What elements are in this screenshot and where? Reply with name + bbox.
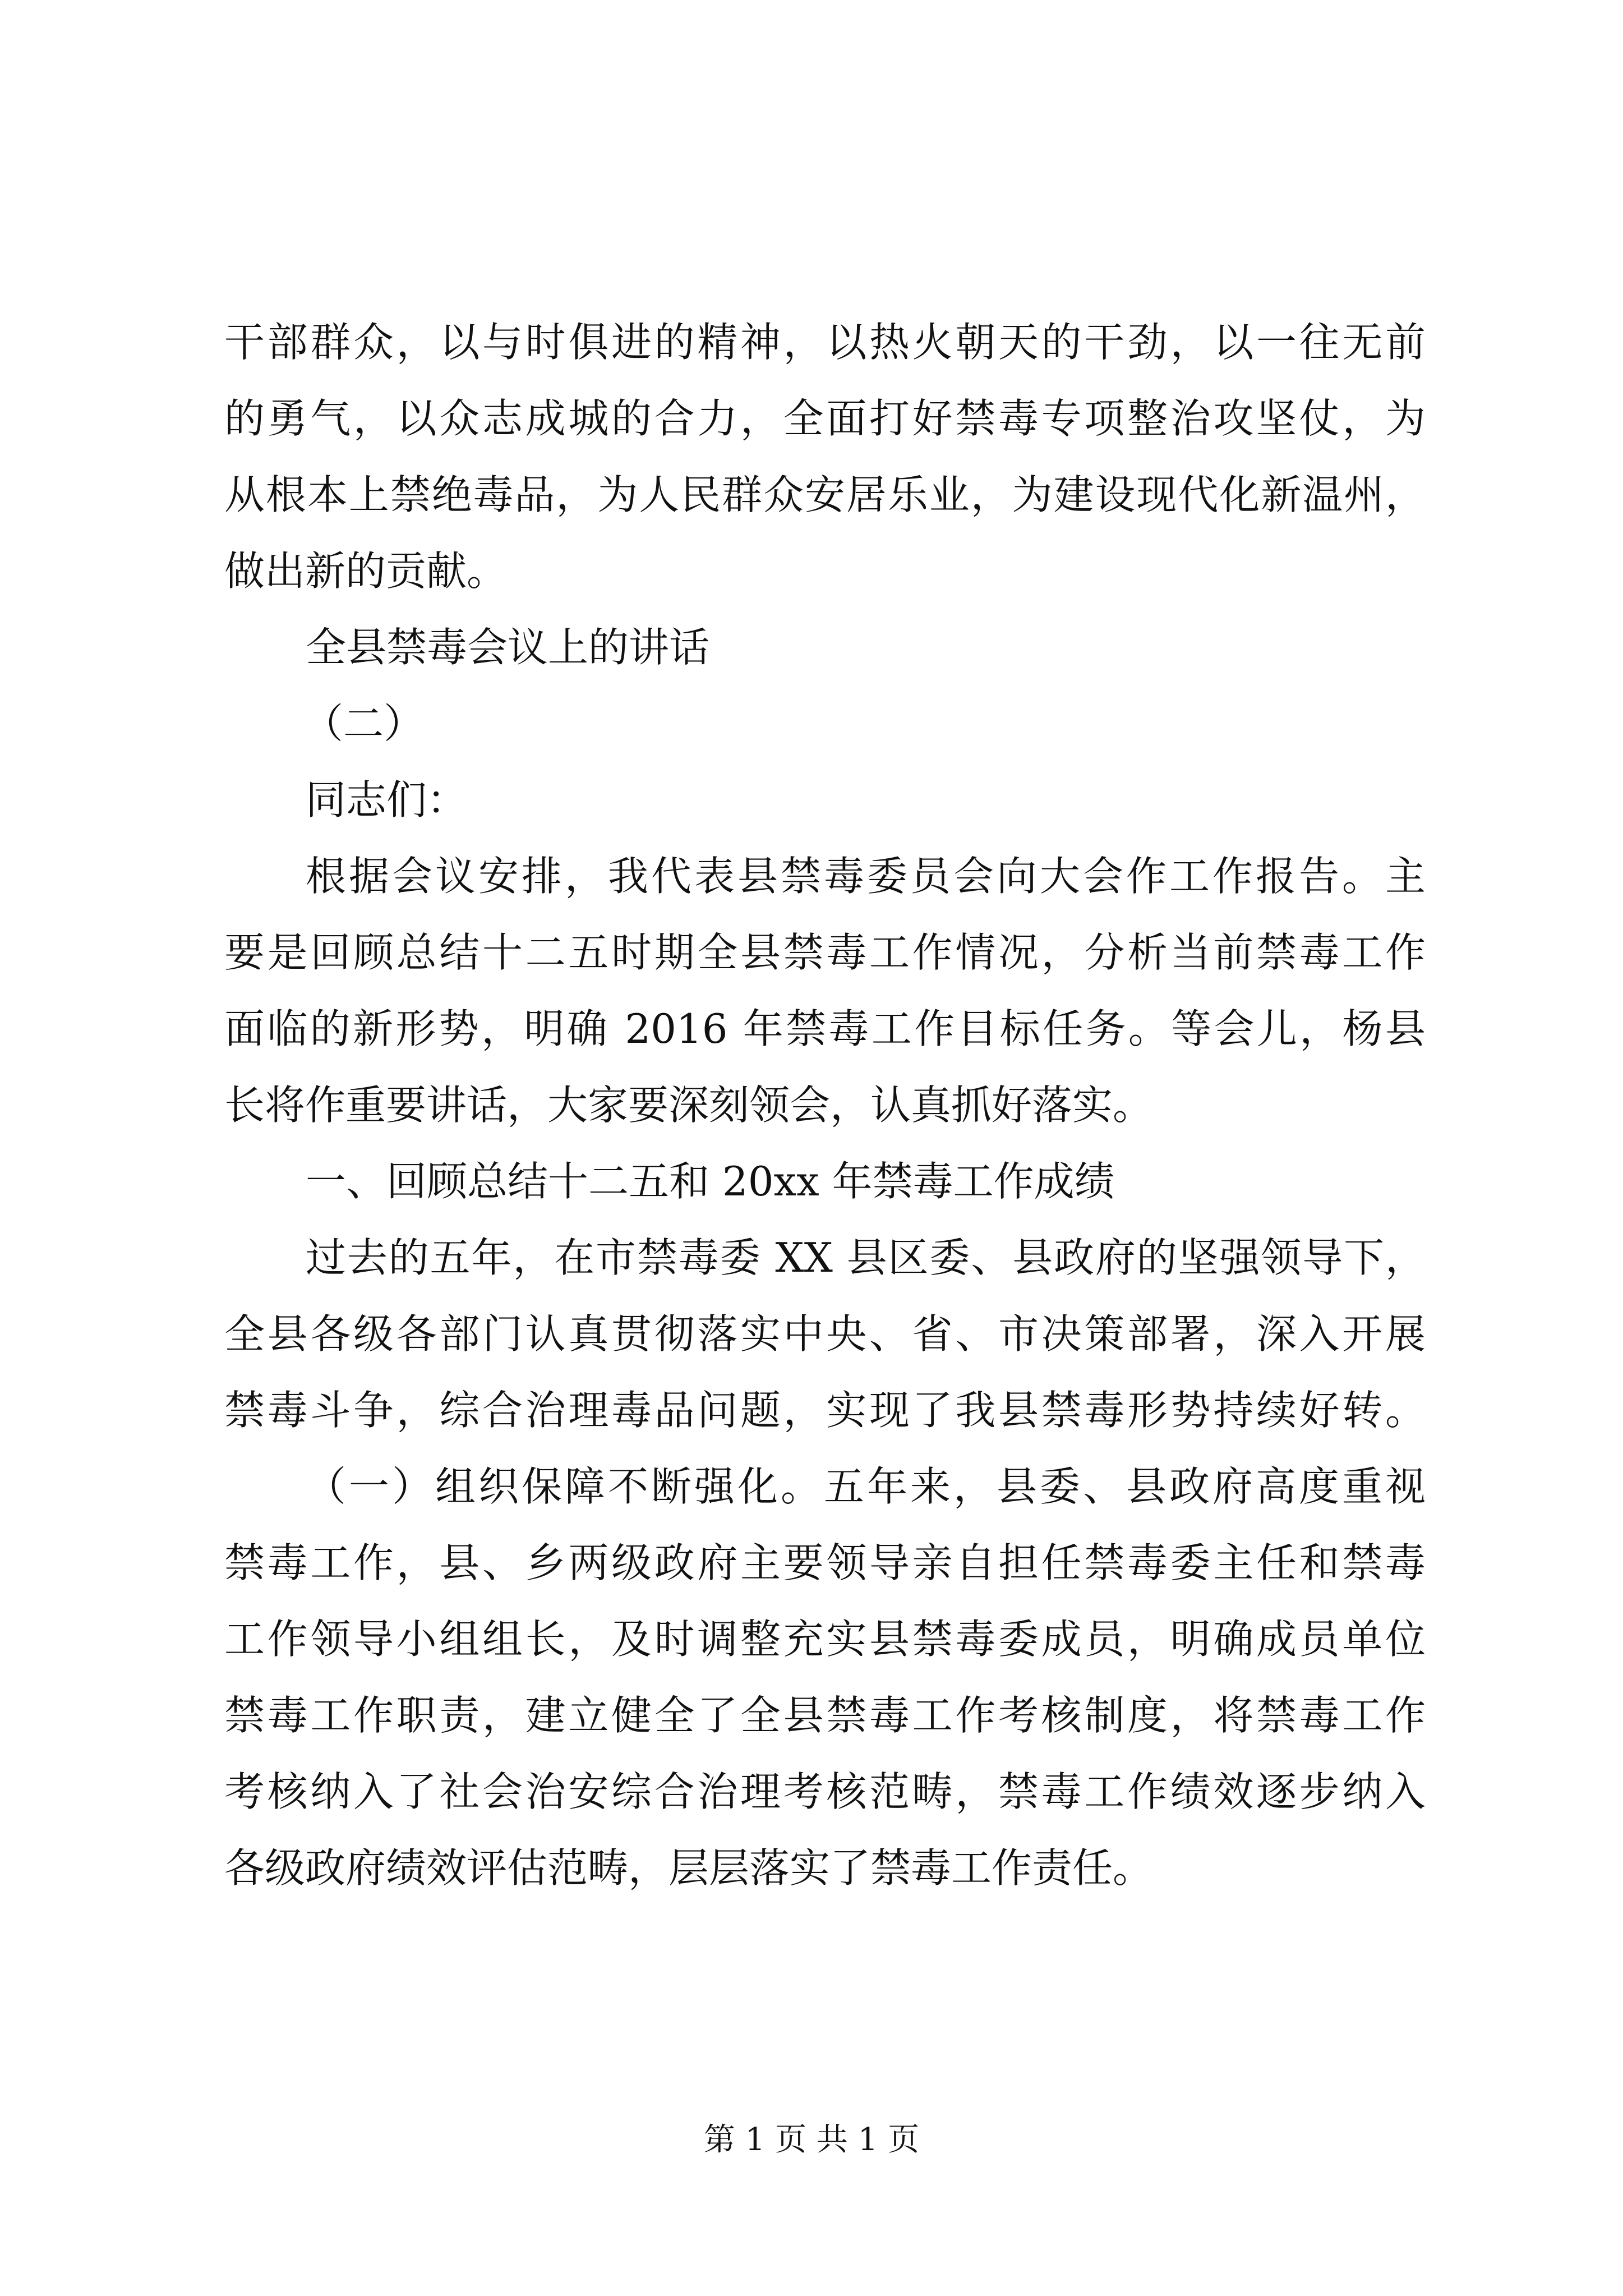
paragraph-line: 工作领导小组组长，及时调整充实县禁毒委成员，明确成员单位: [224, 1616, 1426, 1663]
paragraph-line: 要是回顾总结十二五时期全县禁毒工作情况，分析当前禁毒工作: [224, 929, 1426, 976]
section-subtitle: （二）: [303, 700, 425, 747]
paragraph-line: 干部群众，以与时俱进的精神，以热火朝天的干劲，以一往无前: [224, 319, 1426, 366]
salutation: 同志们：: [306, 776, 468, 823]
section-title: 全县禁毒会议上的讲话: [306, 624, 710, 671]
paragraph-line: 禁毒工作，县、乡两级政府主要领导亲自担任禁毒委主任和禁毒: [224, 1539, 1426, 1586]
page-footer: 第 1 页 共 1 页: [703, 2122, 920, 2158]
paragraph-line: 做出新的贡献。: [224, 547, 508, 595]
paragraph-line: 考核纳入了社会治安综合治理考核范畴，禁毒工作绩效逐步纳入: [224, 1768, 1426, 1815]
section-heading: 一、回顾总结十二五和 20xx 年禁毒工作成绩: [306, 1158, 1115, 1205]
paragraph-line: 根据会议安排，我代表县禁毒委员会向大会作工作报告。主: [306, 853, 1426, 900]
paragraph-line: 的勇气，以众志成城的合力，全面打好禁毒专项整治攻坚仗，为: [224, 395, 1426, 442]
paragraph-line: 过去的五年，在市禁毒委 XX 县区委、县政府的坚强领导下，: [306, 1234, 1426, 1281]
paragraph-line: 从根本上禁绝毒品，为人民群众安居乐业，为建设现代化新温州，: [224, 471, 1426, 518]
paragraph-line: 长将作重要讲话，大家要深刻领会，认真抓好落实。: [224, 1082, 1154, 1129]
paragraph-line: 禁毒工作职责，建立健全了全县禁毒工作考核制度，将禁毒工作: [224, 1692, 1426, 1739]
paragraph-line: 禁毒斗争，综合治理毒品问题，实现了我县禁毒形势持续好转。: [224, 1387, 1426, 1434]
paragraph-line: 面临的新形势，明确 2016 年禁毒工作目标任务。等会儿，杨县: [224, 1005, 1426, 1052]
paragraph-line: （一）组织保障不断强化。五年来，县委、县政府高度重视: [306, 1463, 1426, 1510]
paragraph-line: 各级政府绩效评估范畴，层层落实了禁毒工作责任。: [224, 1844, 1154, 1892]
paragraph-line: 全县各级各部门认真贯彻落实中央、省、市决策部署，深入开展: [224, 1310, 1426, 1358]
